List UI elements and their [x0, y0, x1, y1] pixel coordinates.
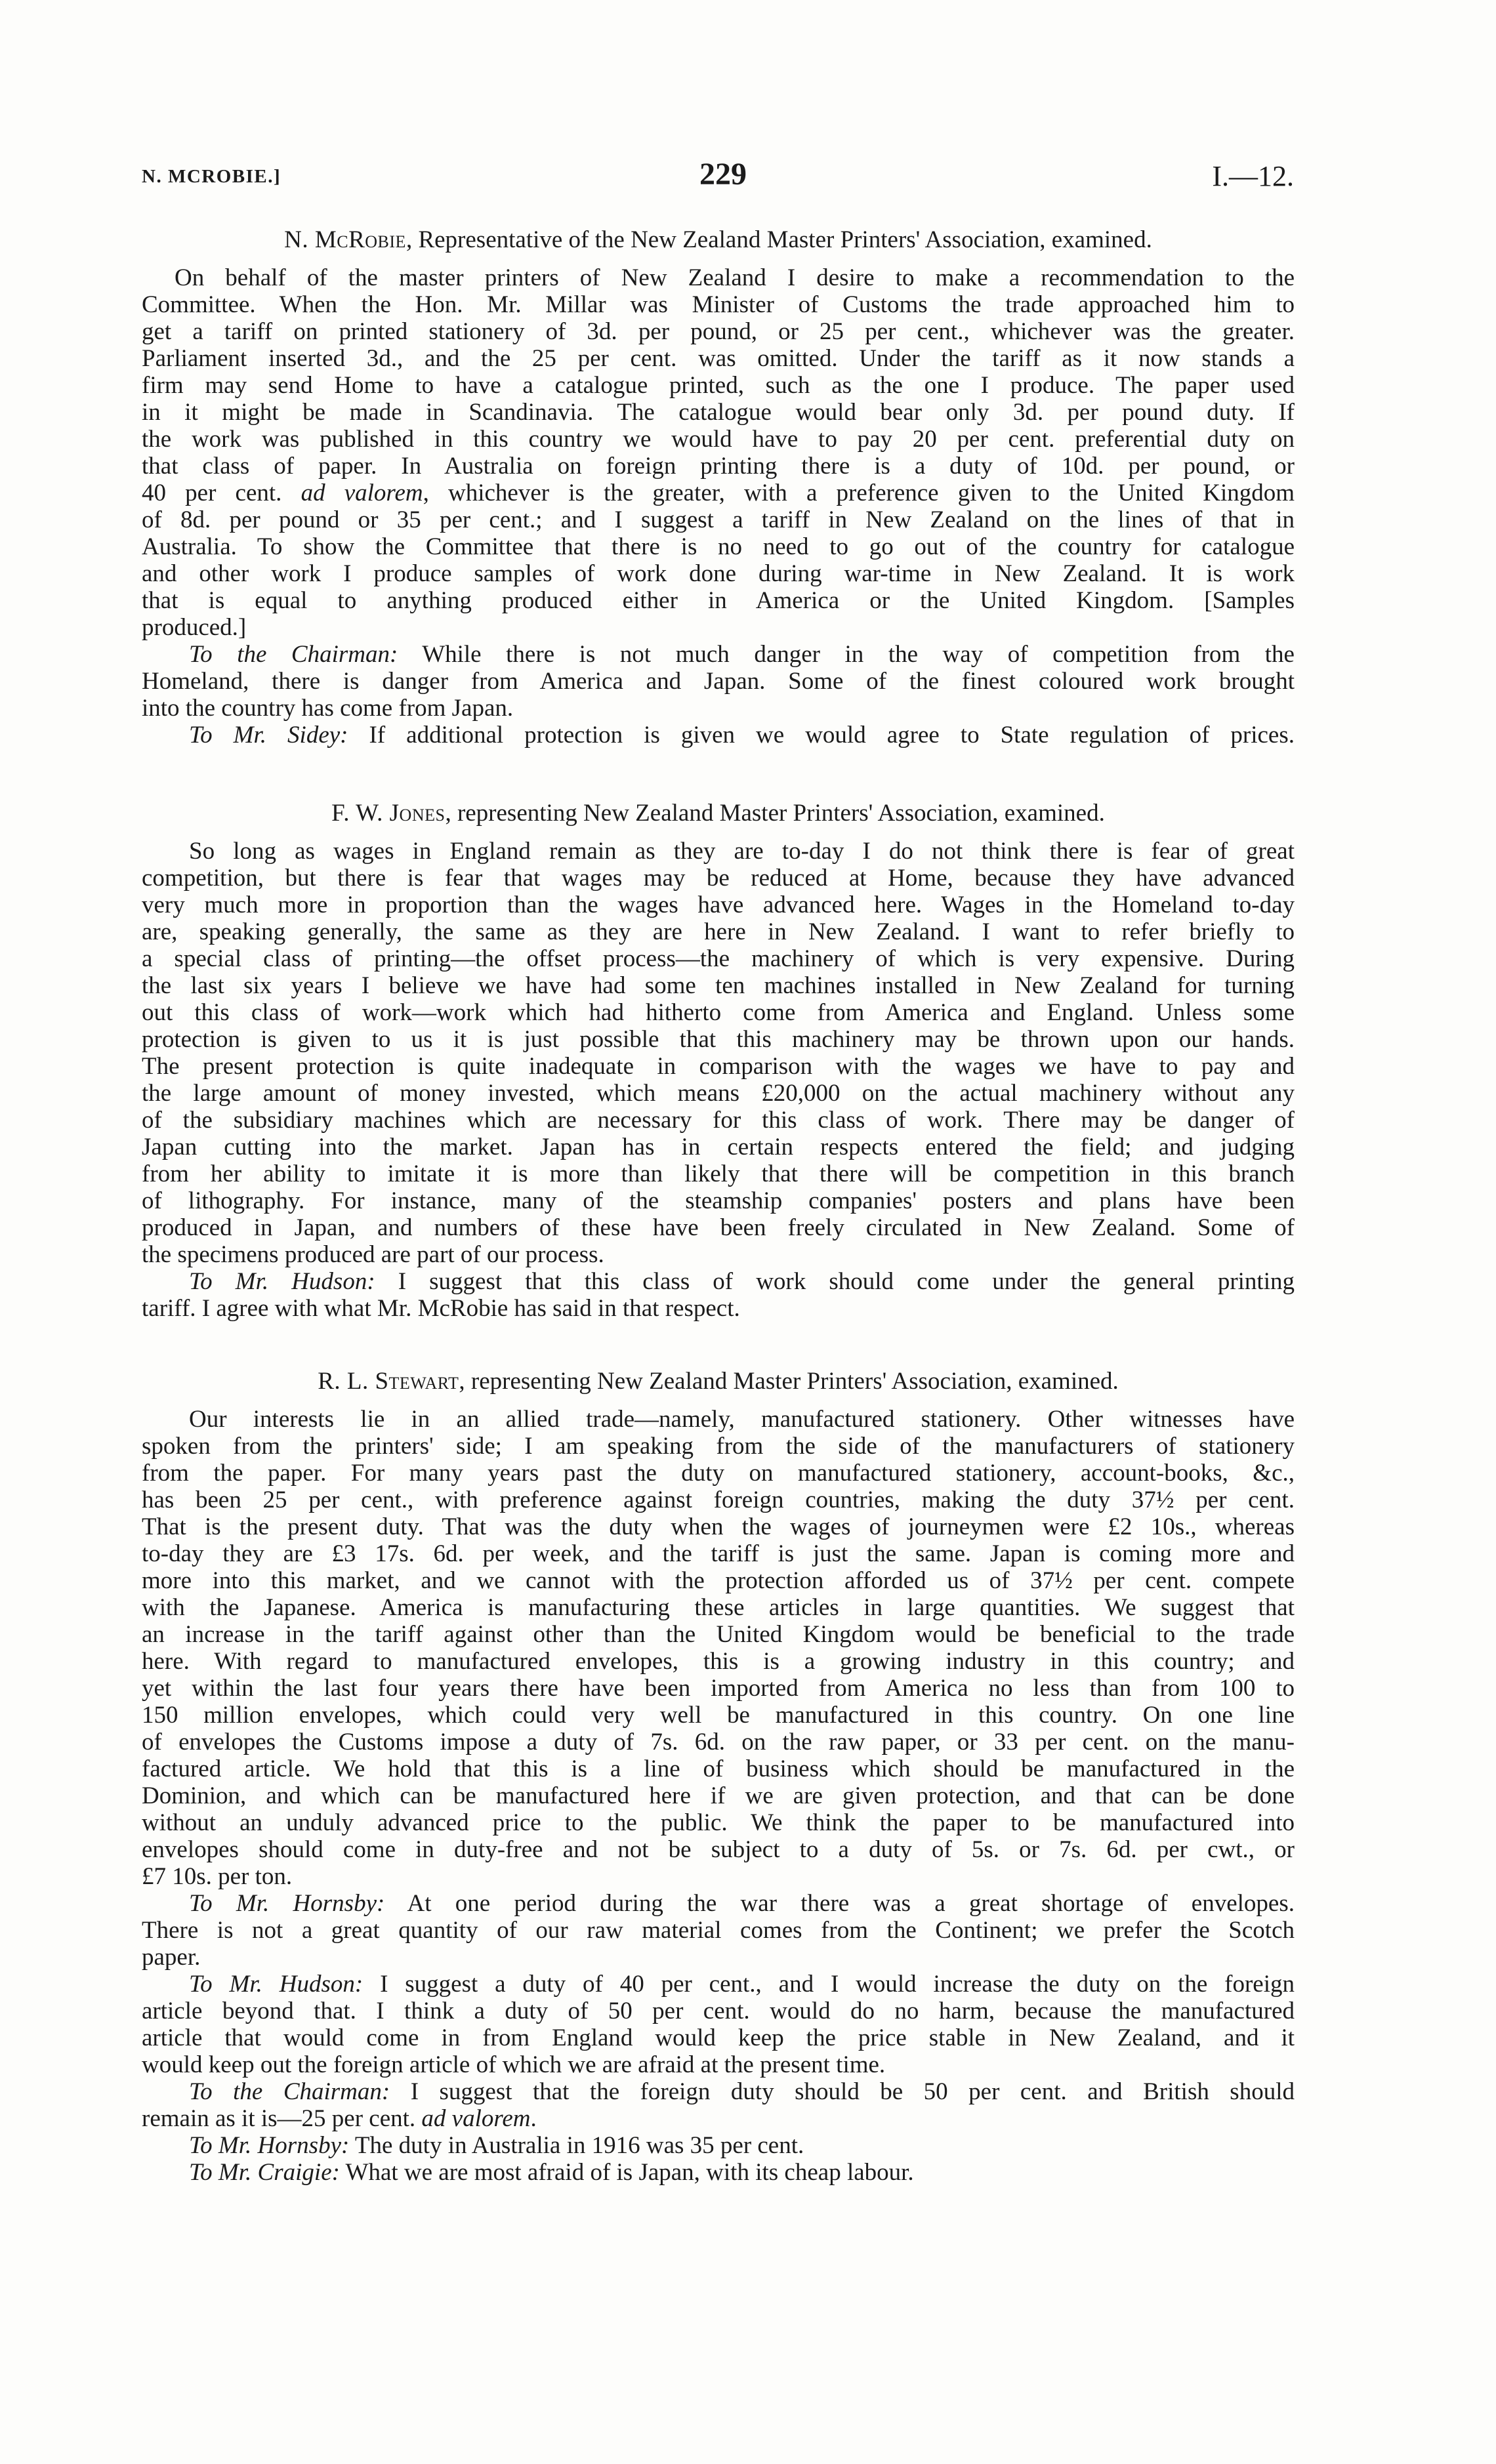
- paragraph: [142, 2159, 1295, 2186]
- witness-heading: [142, 800, 1295, 827]
- addressee: To Mr. Craigie:: [189, 2159, 340, 2186]
- text-line: That is the present duty. That was the duty when the wages of journeymen were £2 10s., whereas: [142, 1513, 1295, 1540]
- text-line: produced.]: [142, 614, 247, 641]
- text-line: [142, 2078, 1295, 2105]
- paragraph: [142, 838, 1295, 1268]
- text-line: more into this market, and we cannot with the protection afforded us of 37½ per cent. compete: [142, 1567, 1295, 1594]
- addressee: To Mr. Hornsby:: [189, 1890, 385, 1917]
- text-line: the last six years I believe we have had some ten machines installed in New Zealand for turning: [142, 972, 1295, 999]
- line-text: At one period during the war there was a great shortage of envelopes.: [407, 1890, 1295, 1917]
- text-line: without an unduly advanced price to the public. We think the paper to be manufactured into: [142, 1809, 1295, 1836]
- text-line: competition, but there is fear that wages may be reduced at Home, because they have advanced: [142, 865, 1295, 892]
- witness-heading: [142, 226, 1295, 253]
- page-number: 229: [699, 157, 747, 192]
- text-line: very much more in proportion than the wages have advanced here. Wages in the Homeland to-day: [142, 892, 1295, 918]
- text-line: [142, 1268, 1295, 1295]
- text-line: a special class of printing—the offset process—the machinery of which is very expensive. During: [142, 945, 1295, 972]
- text-line: Japan cutting into the market. Japan has in certain respects entered the field; and judging: [142, 1134, 1295, 1160]
- text-line: [142, 641, 1295, 668]
- paragraph: [142, 1268, 1295, 1322]
- line-text: .: [530, 2105, 537, 2132]
- text-line: [142, 1890, 1295, 1917]
- text-line: [142, 2105, 1295, 2132]
- text-line: in it might be made in Scandinavia. The catalogue would bear only 3d. per pound duty. If: [142, 399, 1295, 426]
- heading-text: , representing New Zealand Master Printers' Association, examined.: [459, 1368, 1119, 1395]
- text-line: that class of paper. In Australia on foreign printing there is a duty of 10d. per pound, or: [142, 453, 1295, 480]
- running-header-left: N. MCROBIE.]: [142, 166, 281, 187]
- witness-name: R. L. Stewart: [318, 1368, 459, 1395]
- addressee: To the Chairman:: [189, 641, 398, 668]
- italic-term: ad valorem: [301, 480, 423, 506]
- text-line: an increase in the tariff against other than the United Kingdom would be beneficial to the trade: [142, 1621, 1295, 1648]
- text-line: [142, 480, 1295, 506]
- text-line: Parliament inserted 3d., and the 25 per cent. was omitted. Under the tariff as it now stands a: [142, 345, 1295, 372]
- paragraph: [142, 2132, 1295, 2159]
- text-line: paper.: [142, 1944, 201, 1971]
- text-line: 150 million envelopes, which could very well be manufactured in this country. On one line: [142, 1702, 1295, 1729]
- text-line: £7 10s. per ton.: [142, 1863, 293, 1890]
- text-line: [142, 2159, 1295, 2186]
- witness-name: N. McRobie: [284, 226, 406, 253]
- text-line: from her ability to imitate it is more than likely that there will be competition in this branch: [142, 1160, 1295, 1187]
- text-line: Committee. When the Hon. Mr. Millar was Minister of Customs the trade approached him to: [142, 291, 1295, 318]
- text-line: produced in Japan, and numbers of these have been freely circulated in New Zealand. Some of: [142, 1214, 1295, 1241]
- addressee: To Mr. Hudson:: [189, 1268, 375, 1295]
- paragraph: [142, 264, 1295, 641]
- text-line: of the subsidiary machines which are necessary for this class of work. There may be danger of: [142, 1107, 1295, 1134]
- line-text: I suggest a duty of 40 per cent., and I would increase the duty on the foreign: [380, 1971, 1295, 1998]
- heading-text: , Representative of the New Zealand Master Printers' Association, examined.: [405, 226, 1152, 253]
- text-line: The present protection is quite inadequate in comparison with the wages we have to pay and: [142, 1053, 1295, 1080]
- witness-section: [142, 226, 1295, 749]
- text-line: the large amount of money invested, which means £20,000 on the actual machinery without any: [142, 1080, 1295, 1107]
- text-line: [142, 1971, 1295, 1998]
- italic-term: ad valorem: [421, 2105, 531, 2132]
- text-line: [142, 722, 1295, 749]
- text-line: the specimens produced are part of our process.: [142, 1241, 604, 1268]
- text-line: yet within the last four years there have been imported from America no less than from 100 to: [142, 1675, 1295, 1702]
- text-line: of lithography. For instance, many of the steamship companies' posters and plans have been: [142, 1187, 1295, 1214]
- text-line: article beyond that. I think a duty of 50 per cent. would do no harm, because the manufactured: [142, 1998, 1295, 2024]
- addressee: To Mr. Sidey:: [189, 722, 348, 749]
- text-line: spoken from the printers' side; I am speaking from the side of the manufacturers of stationery: [142, 1433, 1295, 1460]
- text-line: with the Japanese. America is manufacturing these articles in large quantities. We suggest that: [142, 1594, 1295, 1621]
- text-line: protection is given to us it is just possible that this machinery may be thrown upon our hands.: [142, 1026, 1295, 1053]
- text-line: Australia. To show the Committee that there is no need to go out of the country for catalogue: [142, 533, 1295, 560]
- text-line: So long as wages in England remain as they are to-day I do not think there is fear of great: [189, 838, 1295, 865]
- line-text: While there is not much danger in the way of competition from the: [422, 641, 1295, 668]
- text-line: Homeland, there is danger from America and Japan. Some of the finest coloured work brought: [142, 668, 1295, 695]
- text-line: [142, 2132, 1295, 2159]
- paragraph: [142, 722, 1295, 749]
- text-line: article that would come in from England would keep the price stable in New Zealand, and it: [142, 2024, 1295, 2051]
- paragraph: [142, 1890, 1295, 1971]
- text-line: Our interests lie in an allied trade—namely, manufactured stationery. Other witnesses have: [189, 1406, 1295, 1433]
- text-line: On behalf of the master printers of New Zealand I desire to make a recommendation to the: [175, 264, 1295, 291]
- paragraph: [142, 2078, 1295, 2132]
- text-line: from the paper. For many years past the duty on manufactured stationery, account-books, &c.,: [142, 1460, 1295, 1487]
- text-line: into the country has come from Japan.: [142, 695, 514, 722]
- witness-section: [142, 1368, 1295, 2186]
- line-text: 40 per cent.: [142, 480, 282, 506]
- line-text: , whichever is the greater, with a preference given to the United Kingdom: [423, 480, 1295, 506]
- addressee: To the Chairman:: [189, 2078, 390, 2105]
- text-line: factured article. We hold that this is a line of business which should be manufactured in the: [142, 1756, 1295, 1782]
- text-line: would keep out the foreign article of which we are afraid at the present time.: [142, 2051, 886, 2078]
- text-line: Dominion, and which can be manufactured here if we are given protection, and that can be done: [142, 1782, 1295, 1809]
- text-line: get a tariff on printed stationery of 3d. per pound, or 25 per cent., whichever was the greater.: [142, 318, 1295, 345]
- text-line: of envelopes the Customs impose a duty of 7s. 6d. on the raw paper, or 33 per cent. on the manu-: [142, 1729, 1295, 1756]
- text-line: the work was published in this country we would have to pay 20 per cent. preferential duty on: [142, 426, 1295, 453]
- text-line: firm may send Home to have a catalogue printed, such as the one I produce. The paper used: [142, 372, 1295, 399]
- line-text: If additional protection is given we would agree to State regulation of prices.: [369, 722, 1295, 749]
- text-line: There is not a great quantity of our raw material comes from the Continent; we prefer the Scotch: [142, 1917, 1295, 1944]
- text-line: tariff. I agree with what Mr. McRobie has said in that respect.: [142, 1295, 740, 1322]
- text-line: here. With regard to manufactured envelopes, this is a growing industry in this country; and: [142, 1648, 1295, 1675]
- witness-name: F. W. Jones: [331, 800, 446, 827]
- addressee: To Mr. Hornsby:: [189, 2132, 350, 2159]
- text-line: that is equal to anything produced either in America or the United Kingdom. [Samples: [142, 587, 1295, 614]
- paragraph: [142, 641, 1295, 722]
- line-text: What we are most afraid of is Japan, with its cheap labour.: [345, 2159, 914, 2186]
- paragraph: [142, 1406, 1295, 1890]
- text-line: to-day they are £3 17s. 6d. per week, and the tariff is just the same. Japan is coming more and: [142, 1540, 1295, 1567]
- line-text: I suggest that the foreign duty should be 50 per cent. and British should: [410, 2078, 1295, 2105]
- text-line: of 8d. per pound or 35 per cent.; and I suggest a tariff in New Zealand on the lines of that in: [142, 506, 1295, 533]
- line-text: remain as it is—25 per cent.: [142, 2105, 416, 2132]
- text-line: and other work I produce samples of work done during war-time in New Zealand. It is work: [142, 560, 1295, 587]
- running-header-right: I.—12.: [1212, 160, 1294, 192]
- addressee: To Mr. Hudson:: [189, 1971, 364, 1998]
- text-line: are, speaking generally, the same as they are here in New Zealand. I want to refer briefly to: [142, 918, 1295, 945]
- text-line: out this class of work—work which had hitherto come from America and England. Unless some: [142, 999, 1295, 1026]
- paragraph: [142, 1971, 1295, 2078]
- line-text: I suggest that this class of work should come under the general printing: [398, 1268, 1295, 1295]
- heading-text: , representing New Zealand Master Printers' Association, examined.: [445, 800, 1105, 827]
- text-line: has been 25 per cent., with preference against foreign countries, making the duty 37½ per cent.: [142, 1487, 1295, 1513]
- line-text: The duty in Australia in 1916 was 35 per cent.: [354, 2132, 804, 2159]
- text-line: envelopes should come in duty-free and not be subject to a duty of 5s. or 7s. 6d. per cwt., or: [142, 1836, 1295, 1863]
- witness-section: [142, 800, 1295, 1322]
- witness-heading: [142, 1368, 1295, 1395]
